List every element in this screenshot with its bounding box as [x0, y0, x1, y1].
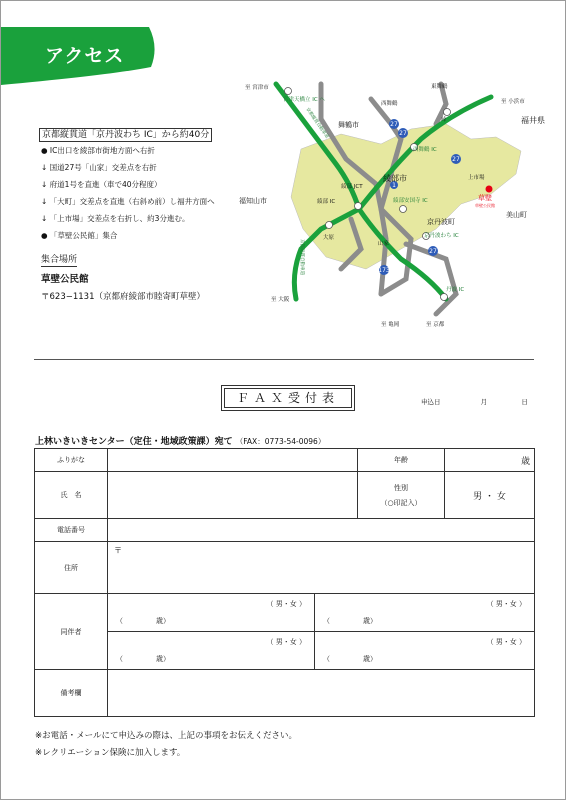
application-form: [34, 448, 535, 717]
remarks-field[interactable]: [108, 670, 535, 717]
addressee-name: 上林いきいきセンター（定住・地域政策課）宛て: [35, 437, 233, 447]
map-label: 至 小浜市: [501, 99, 525, 105]
map-label: 草壁公民館: [475, 203, 495, 208]
map-label: 綾部 JCT: [341, 184, 363, 190]
map-label: 東舞鶴: [431, 84, 448, 90]
date-label: 申込日: [421, 398, 441, 406]
companion-field[interactable]: [108, 594, 315, 632]
fax-form-title: ＦＡＸ受付表: [224, 388, 352, 408]
note: ※レクリエーション保険に加入します。: [35, 748, 186, 758]
map-label: 上市場: [468, 175, 485, 181]
map-label: 京丹波町: [427, 218, 455, 226]
map-label: 京都縦貫自動車道: [299, 239, 304, 275]
companion-sex: （ 男・女 ）: [486, 638, 527, 646]
route-step: ● IC出口を綾部市街地方面へ右折: [41, 146, 155, 155]
age-open: （: [116, 655, 123, 663]
age-open: （: [116, 617, 123, 625]
day-label: 日: [521, 398, 528, 406]
map-label: 至 亀岡: [381, 322, 400, 328]
map-label: 京丹波わち IC: [424, 233, 459, 239]
month-label: 月: [480, 398, 488, 406]
companion-field[interactable]: [315, 594, 535, 632]
age-close: 歳）: [363, 655, 377, 663]
age-open: （: [323, 655, 330, 663]
section-divider: [34, 359, 534, 360]
companion-field[interactable]: [315, 632, 535, 670]
route-number: 27: [429, 248, 437, 255]
map-label: 綾部安国寺 IC: [393, 198, 428, 204]
meeting-name: 草壁公民館: [41, 274, 89, 285]
age-label: 年齢: [358, 449, 445, 472]
map-label: 至 大阪: [271, 297, 290, 303]
sex-label: 性別: [394, 483, 409, 492]
route-step: ● 「草壁公民館」集合: [41, 231, 118, 240]
age-field[interactable]: [445, 449, 535, 472]
sex-options[interactable]: 男 ・ 女: [445, 472, 535, 519]
sex-note: （○印記入）: [380, 498, 422, 507]
map-label: 福知山市: [239, 197, 267, 205]
address-field[interactable]: [108, 542, 535, 594]
age-close: 歳）: [156, 655, 170, 663]
route-step: ↓ 「大町」交差点を直進（右斜め前）し福井方面へ: [41, 197, 215, 206]
route-number: 27: [390, 121, 398, 128]
map-label: 大原: [323, 235, 335, 241]
route-steps: [41, 147, 215, 249]
destination-marker: [486, 186, 493, 193]
age-close: 歳）: [363, 617, 377, 625]
age-unit: 歳: [521, 456, 531, 467]
map-label: 丹波 IC: [446, 287, 465, 293]
map-label: 美山町: [506, 211, 527, 219]
route-headline: 京都縦貫道「京丹波わち IC」から約40分: [39, 128, 212, 142]
map-label: 綾部 IC: [317, 199, 336, 205]
map-label: 舞鶴市: [338, 121, 359, 129]
age-open: （: [323, 617, 330, 625]
map-label: 西舞鶴 IC: [413, 147, 437, 153]
companions-label: 同伴者: [35, 594, 108, 670]
route-number: 173: [378, 267, 390, 274]
map-label: 峠: [441, 117, 447, 123]
companion-sex: （ 男・女 ）: [266, 638, 306, 646]
map-label: 宮津天橋立 IC へ: [283, 97, 325, 103]
meeting-label: 集合場所: [41, 255, 78, 265]
companion-field[interactable]: [108, 632, 315, 670]
phone-field[interactable]: [108, 519, 535, 542]
route-number: 27: [399, 130, 407, 137]
map-label: 草壁: [478, 194, 492, 202]
note: ※お電話・メールにて申込みの際は、上記の事項をお伝えください。: [35, 731, 297, 741]
fax-number: （FAX：0773-54-0096）: [235, 437, 326, 446]
map-label: 山家: [378, 241, 390, 247]
furigana-field[interactable]: [108, 449, 358, 472]
name-label: 氏 名: [35, 472, 108, 519]
route-step: ↓ 「上市場」交差点を右折し、約3分進む。: [41, 214, 190, 223]
route-step: ↓ 国道27号「山家」交差点を右折: [41, 163, 157, 172]
meeting-address: 〒623−1131（京都府綾部市睦寄町草壁）: [41, 292, 205, 302]
access-map: [231, 79, 561, 331]
map-label: 福井県: [521, 116, 545, 125]
map-label: 至 京都: [426, 322, 445, 328]
age-close: 歳）: [156, 617, 170, 625]
route-number: 27: [452, 156, 460, 163]
furigana-label: ふりがな: [35, 449, 108, 472]
map-label: 至 宮津市: [245, 85, 269, 91]
route-step: ↓ 府道1号を直進（車で40分程度）: [41, 180, 162, 189]
postal-mark: 〒: [114, 546, 122, 555]
name-field[interactable]: [108, 472, 358, 519]
map-label: 京都縦貫自動車道: [304, 107, 330, 140]
application-date: [421, 397, 528, 406]
companion-sex: （ 男・女 ）: [266, 600, 306, 608]
phone-label: 電話番号: [35, 519, 108, 542]
page-title: アクセス: [45, 45, 125, 67]
companion-sex: （ 男・女 ）: [486, 600, 527, 608]
map-label: 西舞鶴: [381, 101, 398, 107]
map-label: 綾部市: [383, 174, 407, 183]
address-label: 住所: [35, 542, 108, 594]
sex-label-cell: [358, 472, 445, 519]
remarks-label: 備考欄: [35, 670, 108, 717]
addressee: [35, 434, 325, 447]
route-number: 1: [392, 182, 396, 189]
